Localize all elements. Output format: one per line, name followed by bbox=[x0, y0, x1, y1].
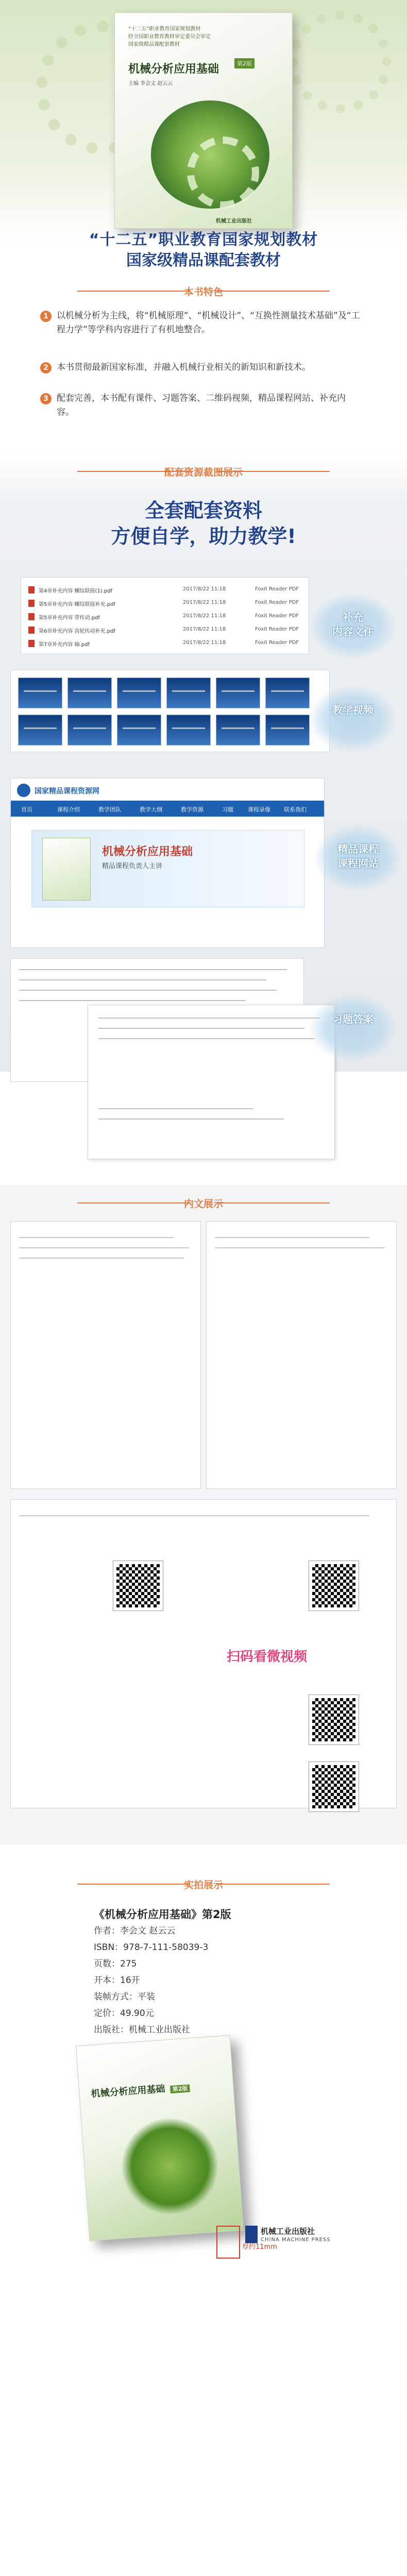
qr-code[interactable] bbox=[309, 1695, 359, 1744]
file-type: Foxit Reader PDF bbox=[255, 613, 299, 619]
file-date: 2017/8/22 11:18 bbox=[183, 626, 226, 632]
text-line bbox=[19, 1000, 246, 1001]
file-row bbox=[28, 611, 307, 623]
text-line bbox=[19, 1237, 174, 1238]
section-heading-photo bbox=[0, 1875, 407, 1893]
file-date: 2017/8/22 11:18 bbox=[183, 600, 226, 605]
cover-title: 机械分析应用基础 bbox=[128, 63, 219, 76]
file-name: 第7章补充内容 轴.pdf bbox=[39, 642, 90, 648]
cover-edition-badge: 第2版 bbox=[234, 58, 255, 69]
feature-number-badge: 3 bbox=[40, 393, 52, 404]
qr-code[interactable] bbox=[113, 1561, 163, 1611]
badge-course-site: 精品课程 课程网站 bbox=[314, 824, 402, 891]
nav-item: 课程录像 bbox=[248, 806, 270, 813]
feature-item bbox=[43, 309, 361, 337]
cover-authors: 主编 李会文 赵云云 bbox=[128, 81, 173, 87]
slide-thumbnail bbox=[216, 677, 260, 708]
qr-code[interactable] bbox=[309, 1762, 359, 1811]
website-nav bbox=[11, 802, 324, 817]
file-row bbox=[28, 637, 307, 650]
book-info-line: 页数：275 bbox=[94, 1959, 137, 1969]
feature-text: 以机械分析为主线，将“机械原理”、“机械设计”、“互换性测量技术基础”及“工程力学”等学科内容进行了有机地整合。 bbox=[57, 311, 360, 335]
slide-thumbnail bbox=[265, 677, 310, 708]
course-website-screenshot bbox=[10, 778, 325, 948]
pdf-file-icon bbox=[28, 626, 35, 634]
scan-video-label: 扫码看微视频 bbox=[227, 1649, 308, 1665]
website-book-subtitle: 精品课程负责人主讲 bbox=[102, 862, 163, 870]
file-date: 2017/8/22 11:18 bbox=[183, 640, 226, 646]
slide-thumbnail bbox=[18, 677, 62, 708]
book-info-line: 装帧方式：平装 bbox=[94, 1992, 155, 2002]
feature-text: 本书贯彻最新国家标准，并融入机械行业相关的新知识和新技术。 bbox=[57, 362, 311, 372]
book-photo bbox=[76, 2035, 244, 2241]
publisher-name-en: CHINA MACHINE PRESS bbox=[261, 2237, 331, 2243]
text-line bbox=[98, 1118, 284, 1120]
slide-thumbnail bbox=[166, 715, 211, 745]
badge-video: 教学视频 bbox=[309, 685, 397, 752]
feature-text: 配套完善，本书配有课件、习题答案、二维码视频，精品课程网站、补充内容。 bbox=[57, 393, 346, 417]
publisher-logo-icon bbox=[245, 2226, 258, 2243]
site-logo-icon bbox=[17, 784, 30, 797]
file-date: 2017/8/22 11:18 bbox=[183, 586, 226, 592]
book-info-line: 开本：16开 bbox=[94, 1975, 140, 1986]
book-info-line: 出版社：机械工业出版社 bbox=[94, 2025, 190, 2035]
nav-item: 首页 bbox=[21, 806, 32, 813]
resources-slogan: 方便自学，助力教学! bbox=[111, 525, 296, 548]
hero-banner bbox=[0, 0, 407, 242]
book-info-line: 作者：李会文 赵云云 bbox=[94, 1926, 176, 1936]
headline-quality-course: 国家级精品课配套教材 bbox=[126, 251, 281, 269]
badge-supplement: 补充 内容文件 bbox=[309, 592, 397, 659]
slide-thumbnail bbox=[18, 715, 62, 745]
book-info-line: ISBN：978-7-111-58039-3 bbox=[94, 1942, 209, 1953]
slide-thumbnail bbox=[166, 677, 211, 708]
section-title: 本书特色 bbox=[183, 286, 223, 298]
answer-page-screenshot bbox=[88, 1005, 335, 1159]
file-row bbox=[28, 597, 307, 609]
nav-item: 教学大纲 bbox=[140, 806, 162, 813]
file-type: Foxit Reader PDF bbox=[255, 626, 299, 632]
file-name: 第5章补充内容 螺纹联接补充.pdf bbox=[39, 602, 115, 607]
file-type: Foxit Reader PDF bbox=[255, 586, 299, 592]
text-line bbox=[98, 1018, 320, 1019]
headline-national-textbook: “十二五”职业教育国家规划教材 bbox=[89, 231, 318, 249]
file-name: 第6章补充内容 齿轮传动补充.pdf bbox=[39, 629, 115, 634]
section-title: 内文展示 bbox=[183, 1198, 223, 1210]
website-banner bbox=[31, 830, 304, 907]
website-book-image bbox=[42, 838, 91, 901]
file-row bbox=[28, 624, 307, 636]
slide-thumbnail bbox=[117, 677, 161, 708]
text-line bbox=[19, 990, 277, 991]
photo-cover-title: 机械分析应用基础 bbox=[90, 2083, 166, 2100]
cover-series-line: “十二五”职业教育国家规划教材 bbox=[128, 26, 201, 32]
nav-item: 课程介绍 bbox=[57, 806, 80, 813]
text-line bbox=[19, 969, 287, 970]
pdf-file-icon bbox=[28, 640, 35, 647]
spine-thickness-note: 厚约11mm bbox=[242, 2243, 277, 2251]
slide-thumbnail bbox=[67, 715, 112, 745]
section-heading-inner bbox=[0, 1194, 407, 1212]
nav-item: 联系我们 bbox=[284, 806, 307, 813]
nav-item: 教学团队 bbox=[98, 806, 121, 813]
text-line bbox=[19, 1258, 184, 1259]
cover-series-line: 经全国职业教育教材审定委员会审定 bbox=[128, 34, 211, 40]
spine-thickness-marker bbox=[216, 2226, 240, 2259]
badge-answers: 习题答案 bbox=[309, 994, 397, 1061]
inner-page bbox=[206, 1221, 397, 1489]
slide-thumbnail bbox=[265, 715, 310, 745]
section-title: 配套资源截图展示 bbox=[164, 467, 243, 478]
text-line bbox=[215, 1247, 385, 1248]
slide-thumbnail bbox=[117, 715, 161, 745]
file-name: 第5章补充内容 带传动.pdf bbox=[39, 615, 100, 621]
file-list-screenshot bbox=[21, 577, 309, 654]
book-info-title: 《机械分析应用基础》第2版 bbox=[94, 1908, 231, 1921]
resources-slogan: 全套配套资料 bbox=[144, 499, 262, 522]
cover-series-line: 国家级精品课配套教材 bbox=[128, 42, 180, 47]
book-info-line: 定价：49.90元 bbox=[94, 2008, 154, 2019]
text-line bbox=[215, 1237, 369, 1238]
site-name: 国家精品课程资源网 bbox=[35, 787, 99, 795]
file-type: Foxit Reader PDF bbox=[255, 640, 299, 646]
slide-thumbnail bbox=[67, 677, 112, 708]
pdf-file-icon bbox=[28, 613, 35, 620]
slides-screenshot bbox=[10, 670, 330, 752]
feature-item bbox=[43, 361, 361, 375]
publisher-name: 机械工业出版社 bbox=[261, 2227, 315, 2236]
nav-item: 习题 bbox=[222, 806, 233, 813]
feature-number-badge: 2 bbox=[40, 362, 52, 374]
feature-item bbox=[43, 392, 361, 419]
cover-series bbox=[128, 25, 211, 48]
cover-publisher: 机械工业出版社 bbox=[216, 218, 252, 224]
text-line bbox=[19, 1515, 369, 1516]
website-header bbox=[11, 778, 324, 802]
text-line bbox=[98, 1038, 315, 1039]
website-book-title: 机械分析应用基础 bbox=[102, 845, 193, 858]
qr-code[interactable] bbox=[309, 1561, 359, 1611]
file-date: 2017/8/22 11:18 bbox=[183, 613, 226, 619]
book-info bbox=[94, 1906, 231, 2038]
text-line bbox=[98, 1028, 304, 1029]
slide-thumbnail bbox=[216, 715, 260, 745]
photo-book-title bbox=[91, 2080, 190, 2100]
section-heading-resources bbox=[0, 463, 407, 480]
pdf-file-icon bbox=[28, 600, 35, 607]
gear-illustration-icon bbox=[117, 2114, 222, 2218]
book-cover bbox=[114, 12, 293, 229]
file-row bbox=[28, 584, 307, 596]
section-title: 实拍展示 bbox=[183, 1879, 223, 1891]
file-name: 第4章补充内容 螺纹联接(1).pdf bbox=[39, 588, 113, 594]
feature-number-badge: 1 bbox=[40, 311, 52, 322]
file-type: Foxit Reader PDF bbox=[255, 600, 299, 605]
section-heading-features bbox=[0, 282, 407, 300]
gear-decoration-icon bbox=[289, 10, 392, 113]
inner-page bbox=[10, 1221, 201, 1489]
gear-illustration-icon bbox=[187, 137, 259, 209]
nav-item: 教学资源 bbox=[181, 806, 204, 813]
text-line bbox=[98, 1108, 253, 1109]
text-line bbox=[19, 979, 266, 980]
text-line bbox=[19, 1247, 189, 1248]
photo-cover-edition: 第2版 bbox=[170, 2084, 190, 2094]
pdf-file-icon bbox=[28, 586, 35, 594]
